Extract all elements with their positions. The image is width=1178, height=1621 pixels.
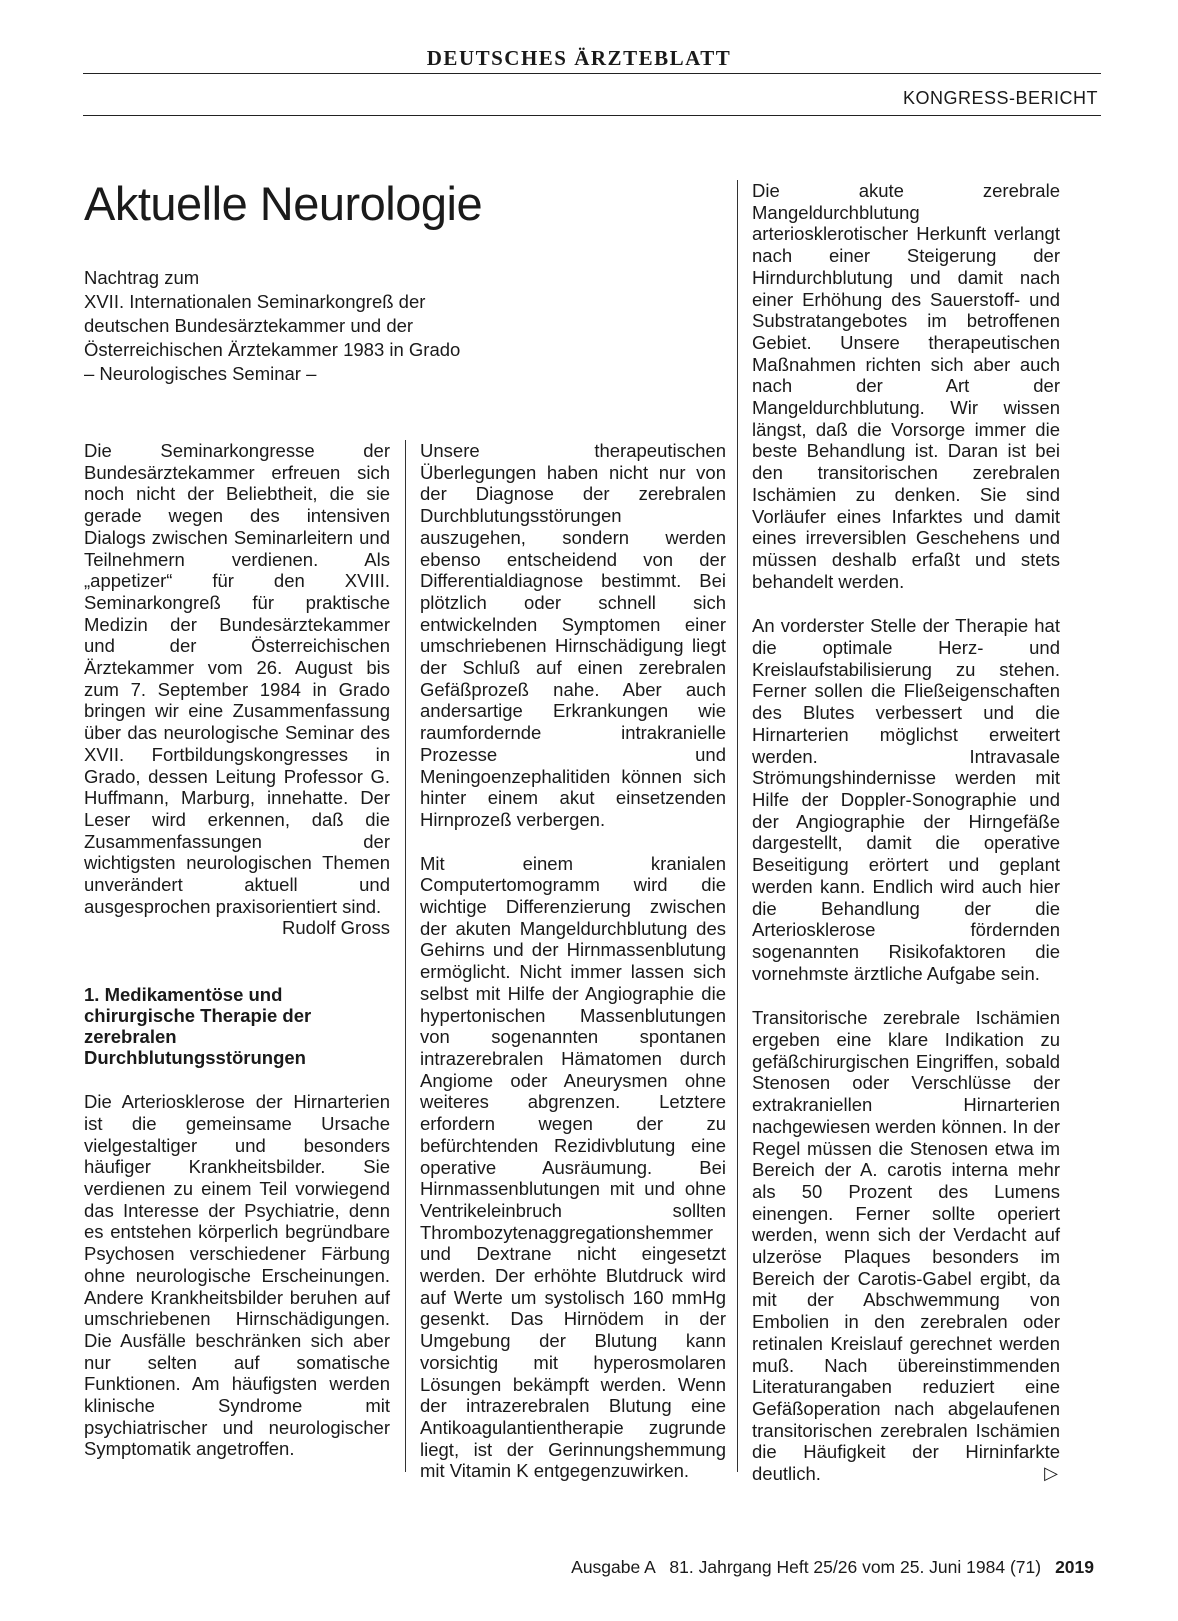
column-divider — [405, 440, 406, 1472]
article-title: Aktuelle Neurologie — [84, 177, 483, 230]
column-divider — [737, 180, 738, 1472]
masthead-rule — [83, 73, 1101, 74]
article-subtitle — [84, 266, 684, 386]
text-column-1 — [84, 440, 390, 1460]
page-number: 2019 — [1055, 1557, 1094, 1577]
body-paragraph: Die akute zerebrale Mangeldurchblutung arteriosklerotischer Herkunft verlangt nach einer Steigerung der Hirndurchblutung und damit nach einer Erhöhung des Sauerstoff- und Substratangebotes im betroffenen Gebiet. Unsere therapeutischen Maßnahmen richten sich aber auch nach der Art der Mangeldurchblutung. Wir wissen längst, daß die Vorsorge immer die beste Behandlung ist. Daran ist bei den transitorischen zerebralen Ischämien zu denken. Sie sind Vorläufer eines Infarktes und damit eines irreversiblen Geschehens und müssen deshalb erfaßt und stets behandelt werden. — [752, 180, 1060, 592]
text-column-2 — [420, 440, 726, 1482]
issue-info: Ausgabe A 81. Jahrgang Heft 25/26 vom 25. Juni 1984 (71) — [571, 1557, 1042, 1577]
body-paragraph: Unsere therapeutischen Überlegungen haben nicht nur von der Diagnose der zerebralen Durchblutungsstörungen auszugehen, sondern werden ebenso entscheidend von der Differentialdiagnose bestimmt. Bei plötzlich oder schnell sich entwickelnden Symptomen einer umschriebenen Hirnschädigung liegt der Schluß auf einen zerebralen Gefäßprozeß nahe. Aber auch andersartige Erkrankungen wie raumfordernde intrakranielle Prozesse und Meningoenzephalitiden können sich hinter einem akut einsetzenden Hirnprozeß verbergen. — [420, 440, 726, 830]
subtitle-line: – Neurologisches Seminar – — [84, 363, 317, 384]
subtitle-line: deutschen Bundesärztekammer und der — [84, 315, 414, 336]
journal-masthead: DEUTSCHES ÄRZTEBLATT — [426, 46, 732, 70]
subtitle-line: Österreichischen Ärztekammer 1983 in Grado — [84, 339, 461, 360]
section-rule — [83, 115, 1101, 116]
subtitle-line: Nachtrag zum — [84, 267, 200, 288]
page-footer — [571, 1557, 1094, 1578]
text-column-3 — [752, 180, 1060, 1485]
body-paragraph: Die Arteriosklerose der Hirnarterien ist die gemeinsame Ursache vielgestaltiger und besonders häufiger Krankheitsbilder. Sie verdienen zu einem Teil vorwiegend das Interesse der Psychiatrie, denn es entstehen körperlich begründbare Psychosen verschiedener Färbung ohne neurologische Erscheinungen. Andere Krankheitsbilder beruhen auf umschriebenen Hirnschädigungen. Die Ausfälle beschränken sich aber nur selten auf somatische Funktionen. Am häufigsten werden klinische Syndrome mit psychiatrischer und neurologischer Symptomatik angetroffen. — [84, 1091, 390, 1460]
intro-paragraph: Die Seminarkongresse der Bundesärztekammer erfreuen sich noch nicht der Beliebtheit, die sie gerade wegen des intensiven Dialogs zwischen Seminarleitern und Teilnehmern verdienen. Als „appetizer“ für den XVIII. Seminarkongreß für praktische Medizin der Bundesärztekammer und der Österreichischen Ärztekammer vom 26. August bis zum 7. September 1984 in Grado bringen wir eine Zusammenfassung über das neurologische Seminar des XVII. Fortbildungskongresses in Grado, dessen Leitung Professor G. Huffmann, Marburg, innehatte. Der Leser wird erkennen, daß die Zusammenfassungen der wichtigsten neurologischen Themen unverändert aktuell und ausgesprochen praxisorientiert sind. — [84, 440, 390, 917]
section-heading: 1. Medikamentöse und chirurgische Therapie der zerebralen Durchblutungsstörungen — [84, 984, 312, 1069]
body-paragraph: Mit einem kranialen Computertomogramm wird die wichtige Differenzierung zwischen der akuten Mangeldurchblutung des Gehirns und der Hirnmassenblutung ermöglicht. Nicht immer lassen sich selbst mit Hilfe der Angiographie die hypertonischen Massenblutungen von sogenannten spontanen intrazerebralen Hämatomen durch Angiome oder Aneurysmen ohne weiteres abgrenzen. Letztere erfordern wegen der zu befürchtenden Rezidivblutung eine operative Ausräumung. Bei Hirnmassenblutungen mit und ohne Ventrikeleinbruch sollten Thrombozytenaggregationshemmer und Dextrane nicht eingesetzt werden. Der erhöhte Blutdruck wird auf Werte um systolisch 160 mmHg gesenkt. Das Hirnödem in der Umgebung der Blutung kann vorsichtig mit hyperosmolaren Lösungen bekämpft werden. Wenn der intrazerebralen Blutung eine Antikoagulantientherapie zugrunde liegt, ist der Gerinnungshemmung mit Vitamin K entgegenzuwirken. — [420, 852, 726, 1482]
section-label: KONGRESS-BERICHT — [902, 88, 1098, 108]
body-paragraph: An vorderster Stelle der Therapie hat die optimale Herz- und Kreislaufstabilisierung zu stehen. Ferner sollen die Fließeigenschaften des Blutes verbessert und die Hirnarterien möglichst erweitert werden. Intravasale Strömungshindernisse werden mit Hilfe der Doppler-Sonographie und der Angiographie der Hirngefäße dargestellt, damit die operative Beseitigung erörtert und geplant werden kann. Endlich wird auch hier die Behandlung der die Arteriosklerose fördernden sogenannten Risikofaktoren die vornehmste ärztliche Aufgabe sein. — [752, 615, 1060, 984]
author-signature: Rudolf Gross — [282, 917, 390, 939]
body-paragraph: Transitorische zerebrale Ischämien ergeben eine klare Indikation zu gefäßchirurgischen Eingriffen, sobald Stenosen oder Verschlüsse der extrakraniellen Hirnarterien nachgewiesen werden können. In der Regel müssen die Stenosen etwa im Bereich der A. carotis interna mehr als 50 Prozent des Lumens einengen. Ferner sollte operiert werden, wenn sich der Verdacht auf ulzeröse Plaques besonders im Bereich der Carotis-Gabel ergibt, da mit der Abschwemmung von Embolien in den zerebralen oder retinalen Kreislauf gerechnet werden muß. Nach übereinstimmenden Literaturangaben reduziert eine Gefäßoperation nach abgelaufenen transitorischen zerebralen Ischämien die Häufigkeit der Hirninfarkte deutlich. — [752, 1007, 1060, 1485]
subtitle-line: XVII. Internationalen Seminarkongreß der — [84, 291, 426, 312]
continue-arrow-icon: ▷ — [1044, 1463, 1058, 1484]
